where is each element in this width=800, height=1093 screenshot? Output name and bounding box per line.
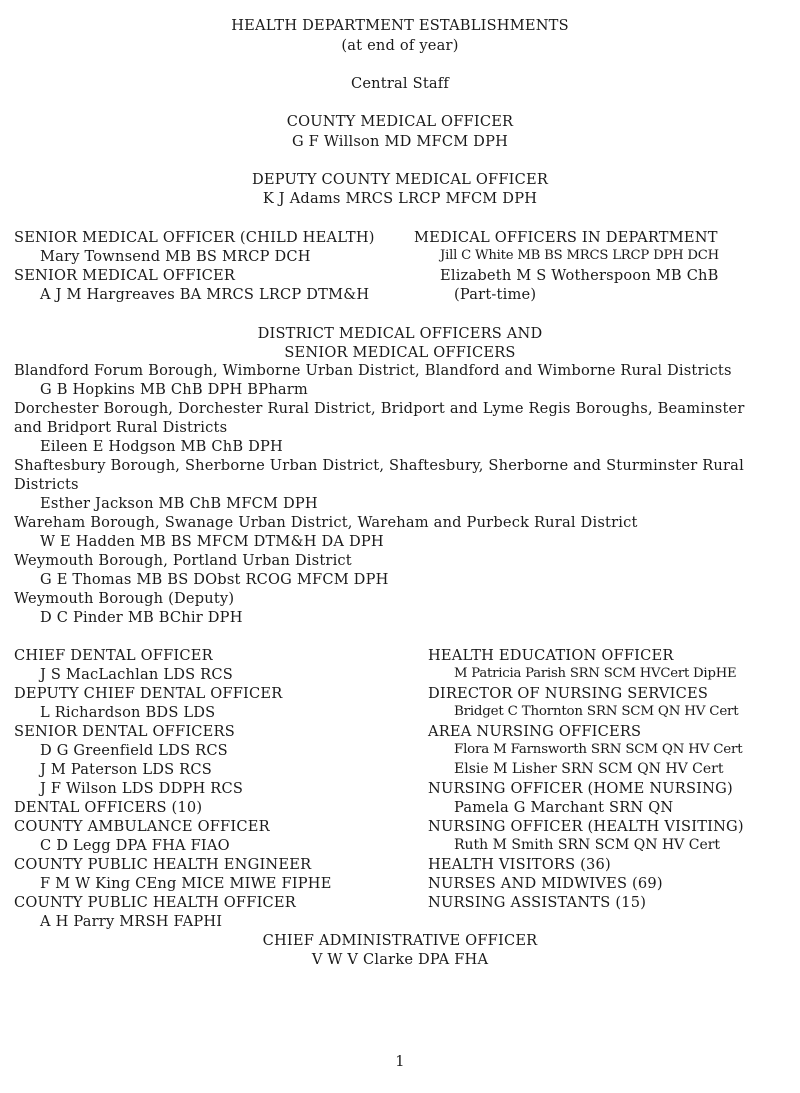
mo-name: Jill C White MB BS MRCS LRCP DPH DCH — [440, 248, 719, 263]
district-area: Blandford Forum Borough, Wimborne Urban District, Blandford and Wimborne Rural Districts — [14, 362, 732, 379]
admin-name: V W V Clarke DPA FHA — [311, 951, 489, 968]
staff-name: J M Paterson LDS RCS — [40, 761, 212, 778]
dcmo-title: DEPUTY COUNTY MEDICAL OFFICER — [251, 171, 549, 188]
staff-title: HEALTH VISITORS (36) — [428, 856, 611, 873]
district-area: Districts — [14, 476, 79, 493]
staff-name: J S MacLachlan LDS RCS — [40, 666, 233, 683]
mo-title: MEDICAL OFFICERS IN DEPARTMENT — [414, 229, 718, 246]
district-officer: Esther Jackson MB ChB MFCM DPH — [40, 495, 318, 512]
staff-title: NURSING ASSISTANTS (15) — [428, 894, 647, 911]
staff-name: M Patricia Parish SRN SCM HVCert DipHE — [454, 666, 737, 681]
staff-title: NURSING OFFICER (HOME NURSING) — [428, 780, 733, 797]
staff-name: L Richardson BDS LDS — [40, 704, 216, 721]
smo-name: A J M Hargreaves BA MRCS LRCP DTM&H — [40, 286, 370, 303]
central-staff-label: Central Staff — [350, 75, 449, 92]
district-officer: Eileen E Hodgson MB ChB DPH — [40, 438, 283, 455]
staff-name: Flora M Farnsworth SRN SCM QN HV Cert — [454, 742, 743, 757]
district-officer: G B Hopkins MB ChB DPH BPharm — [40, 381, 308, 398]
smo-child-title: SENIOR MEDICAL OFFICER (CHILD HEALTH) — [14, 229, 375, 246]
staff-name: F M W King CEng MICE MIWE FIPHE — [40, 875, 332, 892]
staff-name: Elsie M Lisher SRN SCM QN HV Cert — [454, 761, 724, 777]
staff-title: SENIOR DENTAL OFFICERS — [14, 723, 235, 740]
district-area: Shaftesbury Borough, Sherborne Urban District, Shaftesbury, Sherborne and Sturminster Rural — [14, 457, 744, 474]
smo-title: SENIOR MEDICAL OFFICER — [14, 267, 236, 284]
staff-title: CHIEF DENTAL OFFICER — [14, 647, 213, 664]
district-heading: SENIOR MEDICAL OFFICERS — [284, 344, 516, 361]
staff-name: C D Legg DPA FHA FIAO — [40, 837, 230, 854]
admin-title: CHIEF ADMINISTRATIVE OFFICER — [262, 932, 538, 949]
district-area: and Bridport Rural Districts — [14, 419, 228, 436]
staff-title: HEALTH EDUCATION OFFICER — [428, 647, 674, 664]
staff-title: COUNTY PUBLIC HEALTH ENGINEER — [14, 856, 312, 873]
staff-title: NURSES AND MIDWIVES (69) — [428, 875, 663, 892]
staff-name: Ruth M Smith SRN SCM QN HV Cert — [454, 837, 721, 853]
staff-title: DENTAL OFFICERS (10) — [14, 799, 203, 816]
staff-title: NURSING OFFICER (HEALTH VISITING) — [428, 818, 744, 835]
district-area: Wareham Borough, Swanage Urban District, Wareham and Purbeck Rural District — [14, 514, 638, 531]
district-area: Weymouth Borough, Portland Urban District — [14, 552, 352, 569]
page-number: 1 — [395, 1053, 405, 1070]
district-officer: G E Thomas MB BS DObst RCOG MFCM DPH — [40, 571, 389, 588]
cmo-title: COUNTY MEDICAL OFFICER — [286, 113, 514, 130]
district-area: Weymouth Borough (Deputy) — [14, 590, 235, 607]
dcmo-name: K J Adams MRCS LRCP MFCM DPH — [262, 190, 538, 207]
staff-name: A H Parry MRSH FAPHI — [40, 913, 223, 930]
district-officer: W E Hadden MB BS MFCM DTM&H DA DPH — [40, 533, 384, 550]
cmo-name: G F Willson MD MFCM DPH — [291, 133, 509, 150]
district-heading: DISTRICT MEDICAL OFFICERS AND — [257, 325, 543, 342]
staff-title: COUNTY AMBULANCE OFFICER — [14, 818, 270, 835]
staff-title: DIRECTOR OF NURSING SERVICES — [428, 685, 709, 702]
staff-name: J F Wilson LDS DDPH RCS — [40, 780, 244, 797]
staff-name: D G Greenfield LDS RCS — [40, 742, 228, 759]
staff-title: AREA NURSING OFFICERS — [428, 723, 642, 740]
district-area: Dorchester Borough, Dorchester Rural District, Bridport and Lyme Regis Boroughs, Beaminster — [14, 400, 745, 417]
mo-name: Elizabeth M S Wotherspoon MB ChB — [440, 267, 719, 284]
page-title: HEALTH DEPARTMENT ESTABLISHMENTS — [231, 17, 569, 34]
page-subtitle: (at end of year) — [341, 37, 459, 54]
staff-name: Pamela G Marchant SRN QN — [454, 799, 674, 816]
staff-title: DEPUTY CHIEF DENTAL OFFICER — [14, 685, 283, 702]
district-officer: D C Pinder MB BChir DPH — [40, 609, 243, 626]
mo-part-time-note: (Part-time) — [454, 286, 537, 303]
staff-title: COUNTY PUBLIC HEALTH OFFICER — [14, 894, 296, 911]
staff-name: Bridget C Thornton SRN SCM QN HV Cert — [454, 704, 739, 719]
smo-child-name: Mary Townsend MB BS MRCP DCH — [40, 248, 311, 265]
